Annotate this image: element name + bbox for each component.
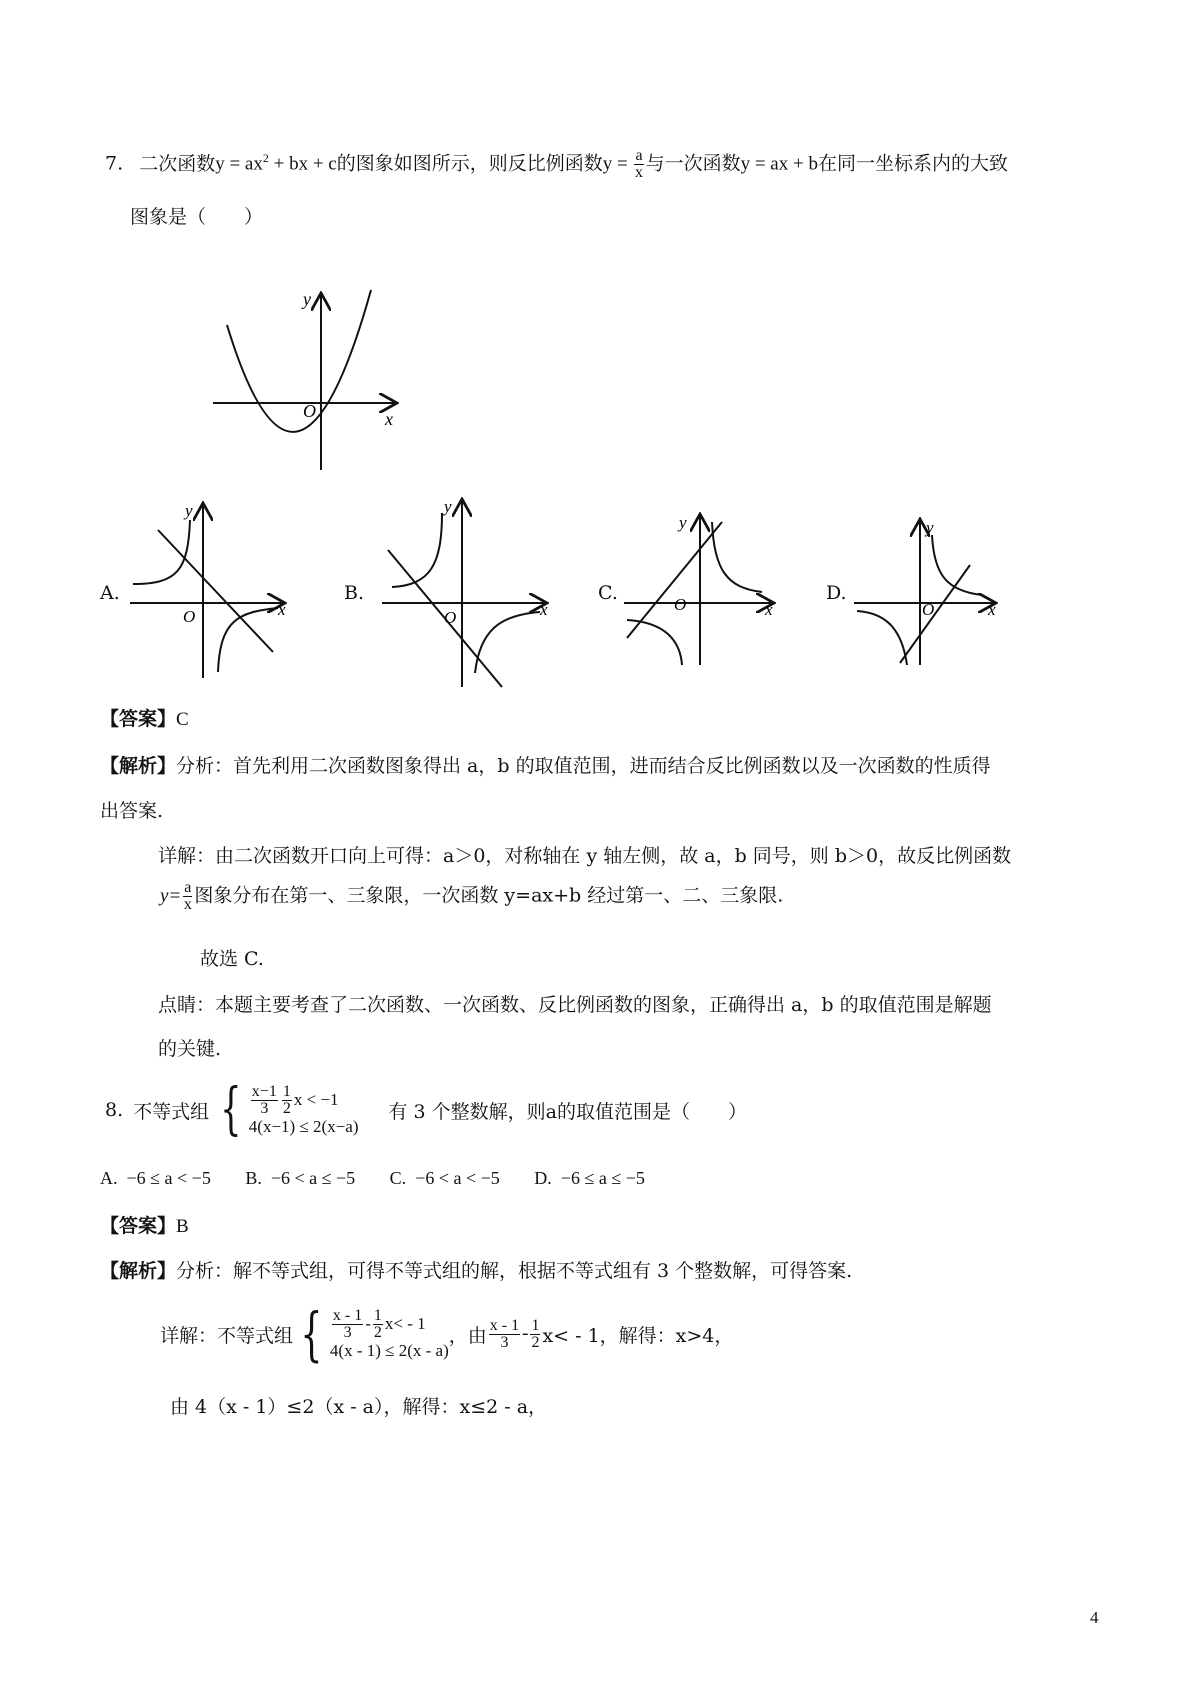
x-label: x [278, 600, 286, 619]
q8-brace-icon: { [220, 1077, 242, 1142]
q8-detail-in-mid-den: 2 [531, 1333, 540, 1351]
q7-option-a-graph[interactable] [128, 500, 293, 680]
q7-stem-line1 [105, 148, 1008, 181]
q8-text-a: 不等式组 [133, 1100, 210, 1123]
q7-answer-tag: 【答案】 [100, 708, 177, 730]
q8-detail-row1-mid-num: 1 [373, 1306, 382, 1324]
q7-analysis-line1 [100, 751, 991, 778]
x-label: x [540, 600, 548, 619]
q8-row1-mid-den: 2 [282, 1099, 291, 1117]
line-graph [900, 565, 970, 663]
q8-choice-d[interactable] [534, 1168, 645, 1188]
q8-detail: 详解：不等式组 { $\frac{x - 1}{3}$ - $\frac{1}{2}$ x< - 1 4(x - 1) ≤ 2(x - a) ，由 $\frac{x - 1}{3}$ - $\frac{1}{2}$ x< - 1，解得：x>4， [160, 1300, 734, 1368]
q8-answer [100, 1211, 189, 1238]
q7-option-d-graph[interactable] [852, 515, 1002, 670]
q8-detail-mid: ，由 [448, 1324, 487, 1347]
q7-detail-num: a [184, 879, 192, 896]
q8-detail-row1-den: 3 [343, 1323, 352, 1341]
q8-choice-a[interactable] [100, 1168, 211, 1188]
q8-stem [105, 1075, 747, 1145]
choice-label: C. [389, 1168, 407, 1188]
q8-analysis [100, 1256, 852, 1283]
q7-detail-line1: 详解：由二次函数开口向上可得：a＞0，对称轴在 y 轴左侧，故 a，b 同号，则 b＞0，故反比例函数 [158, 845, 1012, 867]
hyperbola-branch-lower [475, 612, 540, 673]
q8-analysis-tag: 【解析】 [100, 1260, 177, 1282]
q8-detail-row1-tail: x< - 1 [384, 1314, 426, 1333]
y-label: y [185, 501, 193, 520]
q7-text-b: 的图象如图所示，则反比例函数 [336, 152, 603, 175]
x-label: x [765, 600, 773, 619]
q7-answer [100, 704, 189, 731]
q7-analysis-text-1: 分析：首先利用二次函数图象得出 a，b 的取值范围，进而结合反比例函数以及一次函数的性质得 [176, 755, 991, 777]
q7-option-a-label[interactable]: A. [100, 582, 120, 604]
hyperbola-branch-lower [857, 611, 907, 665]
q7-option-b-label[interactable]: B. [344, 582, 365, 604]
q7-option-b-graph[interactable] [380, 495, 560, 690]
origin-label: O [674, 595, 687, 614]
q7-comment-line1: 点睛：本题主要考查了二次函数、一次函数、反比例函数的图象，正确得出 a，b 的取值范围是解题 [158, 994, 992, 1016]
hyperbola-branch-upper [712, 522, 762, 592]
origin-label: O [444, 608, 457, 627]
line-graph [627, 522, 722, 638]
q8-detail-in-frac2 [530, 1318, 540, 1351]
q8-detail-in-mid-num: 1 [531, 1316, 540, 1334]
q7-option-d-label[interactable]: D. [826, 582, 847, 604]
hyperbola-branch-lower [218, 608, 278, 672]
q8-row1-mid-num: 1 [282, 1082, 291, 1100]
q8-text-b: 有 3 个整数解，则a的取值范围是（ ） [388, 1100, 747, 1123]
q7-detail-lhs: y= [160, 885, 182, 907]
q8-answer-value: B [176, 1216, 189, 1237]
q8-detail-in-frac1 [489, 1318, 520, 1351]
origin-label: O [183, 607, 196, 626]
origin-label: O [922, 600, 935, 619]
q8-row1-tail: x < −1 [293, 1090, 339, 1109]
choice-value: −6 ≤ a < −5 [126, 1168, 211, 1188]
q8-detail-row1: $\frac{x - 1}{3}$ - $\frac{1}{2}$ x< - 1 [332, 1306, 426, 1341]
y-label: y [926, 518, 934, 537]
page-number: 4 [1090, 1608, 1099, 1627]
q7-analysis-line2: 出答案. [100, 800, 164, 822]
q8-analysis-text: 分析：解不等式组，可得不等式组的解，根据不等式组有 3 个整数解，可得答案. [176, 1260, 853, 1282]
parabola-curve [227, 290, 371, 432]
q7-analysis-tag: 【解析】 [100, 755, 177, 777]
q7-eq1: y = ax [215, 153, 263, 175]
q7-option-c-label[interactable]: C. [598, 582, 618, 604]
q7-text-d: 在同一坐标系内的大致 [817, 152, 1008, 175]
choice-value: −6 ≤ a ≤ −5 [560, 1168, 645, 1188]
q8-detail-row1-num: x - 1 [332, 1306, 363, 1324]
q7-choose: 故选 C. [200, 948, 264, 970]
q7-detail-line2 [160, 880, 783, 913]
line-graph [158, 530, 273, 652]
x-label: x [988, 600, 996, 619]
q8-detail-row2: 4(x - 1) ≤ 2(x - a) [329, 1340, 449, 1360]
q8-detail-system [293, 1300, 449, 1368]
q7-detail-rest: 图象分布在第一、三象限，一次函数 y=ax+b 经过第一、二、三象限. [194, 884, 784, 907]
q8-sys-row1 [249, 1084, 359, 1117]
y-label: y [303, 289, 311, 309]
q7-eq2-den: x [635, 164, 644, 181]
hyperbola-branch-upper [133, 520, 190, 584]
choice-label: D. [534, 1168, 552, 1188]
q7-option-c-graph[interactable] [622, 510, 782, 670]
q8-choices [100, 1168, 645, 1189]
q7-eq1-tail: + bx + c [268, 153, 337, 175]
q8-number: 8. [105, 1099, 124, 1121]
q8-detail-row1-mid-den: 2 [373, 1323, 382, 1341]
q7-detail-den: x [183, 896, 192, 913]
choice-value: −6 < a < −5 [415, 1168, 500, 1188]
q8-detail-in-num: x - 1 [489, 1316, 520, 1334]
q8-detail-in-tail: x< - 1，解得：x>4， [542, 1324, 734, 1347]
x-label: x [385, 409, 393, 429]
q7-eq2-lhs: y = [602, 153, 633, 175]
q8-row1-den: 3 [260, 1099, 269, 1117]
q8-system [213, 1077, 359, 1142]
q7-text-c: 与一次函数 [645, 152, 741, 175]
q8-detail-brace-icon: { [300, 1300, 323, 1368]
y-label: y [444, 497, 452, 516]
q7-main-graph [205, 285, 405, 475]
q7-eq2-num: a [635, 147, 643, 164]
y-label: y [679, 513, 687, 532]
q7-eq2-fraction [634, 148, 643, 181]
q8-row1-num: x−1 [251, 1082, 277, 1100]
q7-comment-line2: 的关键. [158, 1038, 222, 1060]
q8-answer-tag: 【答案】 [100, 1215, 177, 1237]
q8-choice-c[interactable] [390, 1168, 500, 1188]
q8-sys-row2: 4(x−1) ≤ 2(x−a) [248, 1116, 359, 1136]
q7-detail-fraction [183, 880, 192, 913]
q7-number: 7. [105, 152, 124, 175]
hyperbola-branch-upper [392, 513, 442, 587]
q7-stem-line2: 图象是（ ） [130, 206, 264, 228]
q7-eq3: y = ax + b [740, 153, 818, 175]
q7-text-a: 二次函数 [139, 152, 216, 175]
q8-detail-label: 详解：不等式组 [160, 1324, 294, 1347]
choice-label: A. [100, 1168, 118, 1188]
choice-label: B. [245, 1168, 262, 1188]
q7-eq1-sup: 2 [262, 151, 269, 166]
q7-answer-value: C [176, 709, 189, 730]
q8-detail-in-den: 3 [500, 1333, 509, 1351]
q8-detail-last: 由 4（x - 1）≤2（x - a），解得：x≤2 - a， [170, 1396, 548, 1418]
origin-label: O [303, 401, 316, 421]
choice-value: −6 < a ≤ −5 [270, 1168, 356, 1188]
q8-choice-b[interactable] [245, 1168, 355, 1188]
hyperbola-branch-upper [932, 535, 982, 595]
